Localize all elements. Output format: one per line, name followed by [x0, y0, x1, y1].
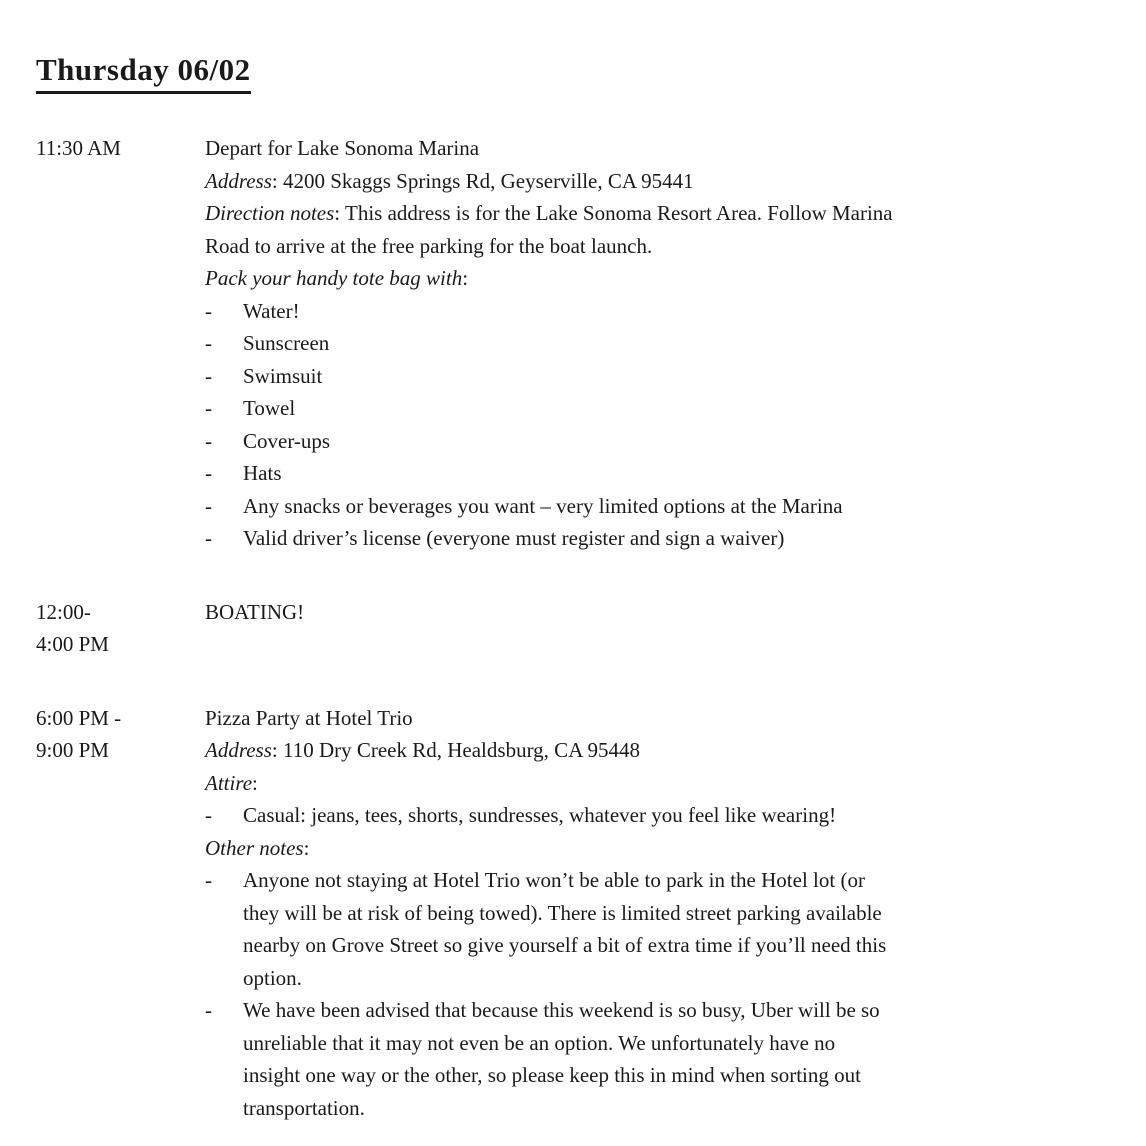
field-label: Other notes	[205, 835, 304, 860]
bullet-text-line: Cover-ups	[243, 428, 331, 453]
bullet-text-line: they will be at risk of being towed). There is limited street parking available	[243, 900, 882, 925]
time-line: 11:30 AM	[36, 136, 121, 160]
bullet-item	[205, 327, 1105, 360]
bullet-text-line: nearby on Grove Street so give yourself a bit of extra time if you’ll need this	[243, 933, 887, 957]
bullet-text-line: Towel	[243, 396, 296, 420]
labeled-line	[205, 767, 1105, 800]
text-line: Depart for Lake Sonoma Marina	[205, 136, 480, 160]
text-line: BOATING!	[205, 599, 305, 624]
field-label: Attire	[205, 770, 253, 795]
bullet-dash: -	[205, 493, 212, 518]
bullet-dash: -	[205, 396, 212, 420]
schedule-entry	[36, 596, 1110, 661]
schedule-entry	[36, 132, 1110, 555]
text-line: Road to arrive at the free parking for the boat launch.	[205, 233, 653, 258]
bullet-item	[205, 994, 1105, 1124]
bullet-text-line: Hats	[243, 461, 282, 485]
bullet-item	[205, 295, 1105, 328]
bullet-item	[205, 490, 1105, 523]
bullet-item	[205, 392, 1105, 425]
bullet-dash: -	[205, 998, 212, 1022]
bullet-dash: -	[205, 331, 212, 355]
labeled-line	[205, 165, 1105, 198]
bullet-text-line: transportation.	[243, 1095, 365, 1120]
bullet-text-line: option.	[243, 965, 302, 990]
schedule-entry	[36, 702, 1110, 1125]
bullet-text	[243, 864, 1105, 994]
field-label: Address	[205, 168, 272, 193]
labeled-line	[205, 262, 1105, 295]
field-text: :	[462, 266, 469, 290]
schedule	[36, 132, 1110, 1124]
bullet-text-line: unreliable that it may not even be an option. We unfortunately have no	[243, 1030, 836, 1055]
bullet-dash: -	[205, 428, 212, 453]
bullet-text	[243, 490, 1105, 523]
time-line: 6:00 PM -	[36, 705, 122, 730]
field-text: :	[252, 770, 258, 795]
field-text: : 110 Dry Creek Rd, Healdsburg, CA 95448	[271, 738, 640, 762]
day-heading: Thursday 06/02	[36, 52, 251, 94]
bullet-text-line: Anyone not staying at Hotel Trio won’t be able to park in the Hotel lot (or	[243, 868, 865, 892]
bullet-dash: -	[205, 526, 212, 550]
bullet-item	[205, 864, 1105, 994]
bullet-text-line: Water!	[243, 298, 300, 323]
bullet-text-line: Any snacks or beverages you want – very limited options at the Marina	[243, 493, 843, 518]
bullet-item	[205, 522, 1105, 555]
bullet-text-line: insight one way or the other, so please keep this in mind when sorting out	[243, 1063, 861, 1087]
field-text: : 4200 Skaggs Springs Rd, Geyserville, CA 95441	[271, 168, 694, 193]
bullet-text	[243, 994, 1105, 1124]
bullet-text-line: Sunscreen	[243, 331, 330, 355]
bullet-text-line: We have been advised that because this weekend is so busy, Uber will be so	[243, 998, 880, 1022]
labeled-line	[205, 197, 1105, 230]
entry-content	[205, 702, 1105, 1125]
entry-content	[205, 596, 1105, 629]
bullet-text	[243, 360, 1105, 393]
bullet-text	[243, 295, 1105, 328]
bullet-text-line: Swimsuit	[243, 363, 323, 388]
bullet-item	[205, 799, 1105, 832]
field-label: Address	[205, 738, 272, 762]
time-cell	[36, 132, 205, 165]
field-label: Direction notes	[205, 201, 335, 225]
field-text: :	[303, 835, 310, 860]
labeled-line	[205, 734, 1105, 767]
time-cell	[36, 596, 205, 661]
bullet-dash: -	[205, 461, 212, 485]
bullet-text-line: Valid driver’s license (everyone must register and sign a waiver)	[243, 526, 785, 550]
bullet-text-line: Casual: jeans, tees, shorts, sundresses, whatever you feel like wearing!	[243, 803, 837, 827]
labeled-line	[205, 832, 1105, 865]
text-line: Pizza Party at Hotel Trio	[205, 705, 413, 730]
time-cell	[36, 702, 205, 767]
time-line: 9:00 PM	[36, 738, 109, 762]
bullet-item	[205, 457, 1105, 490]
bullet-item	[205, 425, 1105, 458]
time-line: 4:00 PM	[36, 632, 109, 656]
field-label: Pack your handy tote bag with	[205, 266, 463, 290]
bullet-text	[243, 457, 1105, 490]
bullet-text	[243, 425, 1105, 458]
bullet-item	[205, 360, 1105, 393]
bullet-dash: -	[205, 363, 212, 388]
bullet-text	[243, 522, 1105, 555]
entry-content	[205, 132, 1105, 555]
bullet-dash: -	[205, 803, 212, 827]
bullet-text	[243, 327, 1105, 360]
bullet-text	[243, 799, 1105, 832]
field-text: : This address is for the Lake Sonoma Resort Area. Follow Marina	[334, 201, 893, 225]
bullet-dash: -	[205, 298, 212, 323]
bullet-dash: -	[205, 868, 212, 892]
bullet-text	[243, 392, 1105, 425]
time-line: 12:00-	[36, 599, 91, 624]
